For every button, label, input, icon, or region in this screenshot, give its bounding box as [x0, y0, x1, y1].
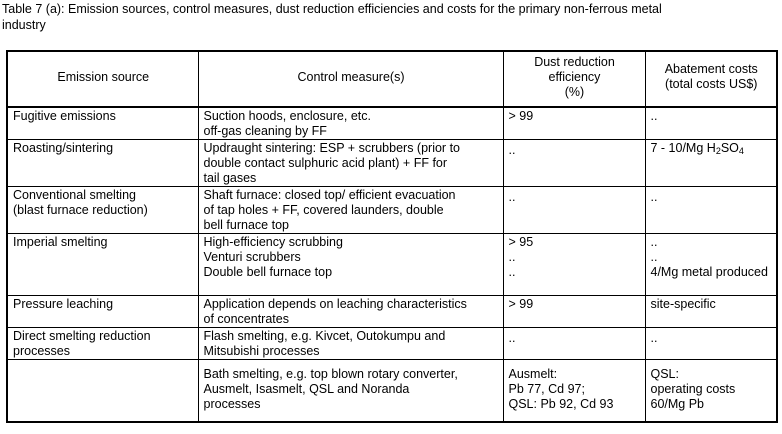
cell-efficiency: ..: [503, 328, 645, 360]
cost-subscript-2: 4: [738, 146, 744, 156]
cell-efficiency: Ausmelt: Pb 77, Cd 97; QSL: Pb 92, Cd 93: [503, 360, 645, 422]
header-abatement-costs: Abatement costs (total costs US$): [645, 51, 777, 107]
cell-costs: ..: [645, 107, 777, 140]
header-dust-reduction-efficiency: Dust reduction efficiency (%): [503, 51, 645, 107]
cell-source: Pressure leaching: [7, 296, 198, 328]
header-control-measures: Control measure(s): [198, 51, 503, 107]
table-row: [7, 296, 777, 328]
cell-source: Imperial smelting: [7, 234, 198, 296]
cell-source: Fugitive emissions: [7, 107, 198, 140]
cell-measures: Suction hoods, enclosure, etc. off-gas cleaning by FF: [198, 107, 503, 140]
cell-measures: Updraught sintering: ESP + scrubbers (prior to double contact sulphuric acid plant) + FF for tail gases: [198, 140, 503, 187]
table-row: [7, 328, 777, 360]
emission-table: [6, 50, 778, 423]
table-row: [7, 107, 777, 140]
cell-costs: [645, 140, 777, 187]
table-row: [7, 187, 777, 234]
cost-text-mid: SO: [720, 141, 739, 155]
cell-costs: site-specific: [645, 296, 777, 328]
cell-source: Conventional smelting (blast furnace reduction): [7, 187, 198, 234]
cell-source: Direct smelting reduction processes: [7, 328, 198, 360]
table-row: [7, 140, 777, 187]
table-row: [7, 360, 777, 422]
cell-costs: ..: [645, 328, 777, 360]
cell-costs: .. .. 4/Mg metal produced: [645, 234, 777, 296]
cell-measures: Flash smelting, e.g. Kivcet, Outokumpu and Mitsubishi processes: [198, 328, 503, 360]
cell-measures: High-efficiency scrubbing Venturi scrubbers Double bell furnace top: [198, 234, 503, 296]
cell-efficiency: > 99: [503, 107, 645, 140]
header-emission-source: Emission source: [7, 51, 198, 107]
cell-costs: QSL: operating costs 60/Mg Pb: [645, 360, 777, 422]
table-caption: [2, 1, 772, 33]
cell-efficiency: > 95 .. ..: [503, 234, 645, 296]
caption-line-1: Table 7 (a): Emission sources, control measures, dust reduction efficiencies and costs for the primary non-ferrous metal: [2, 2, 662, 16]
cell-costs: ..: [645, 187, 777, 234]
cost-subscript: 2: [715, 146, 721, 156]
cell-measures: Bath smelting, e.g. top blown rotary converter, Ausmelt, Isasmelt, QSL and Noranda processes: [198, 360, 503, 422]
cell-measures: Shaft furnace: closed top/ efficient evacuation of tap holes + FF, covered launders, double bell furnace top: [198, 187, 503, 234]
cell-measures: Application depends on leaching characteristics of concentrates: [198, 296, 503, 328]
cell-source: Roasting/sintering: [7, 140, 198, 187]
caption-line-2: industry: [2, 18, 46, 32]
cell-efficiency: > 99: [503, 296, 645, 328]
cost-text: 7 - 10/Mg H: [650, 141, 716, 155]
header-row: [7, 51, 777, 107]
table-row: [7, 234, 777, 296]
cell-source-continued: [7, 360, 198, 422]
cell-efficiency: ..: [503, 187, 645, 234]
cell-efficiency: ..: [503, 140, 645, 187]
